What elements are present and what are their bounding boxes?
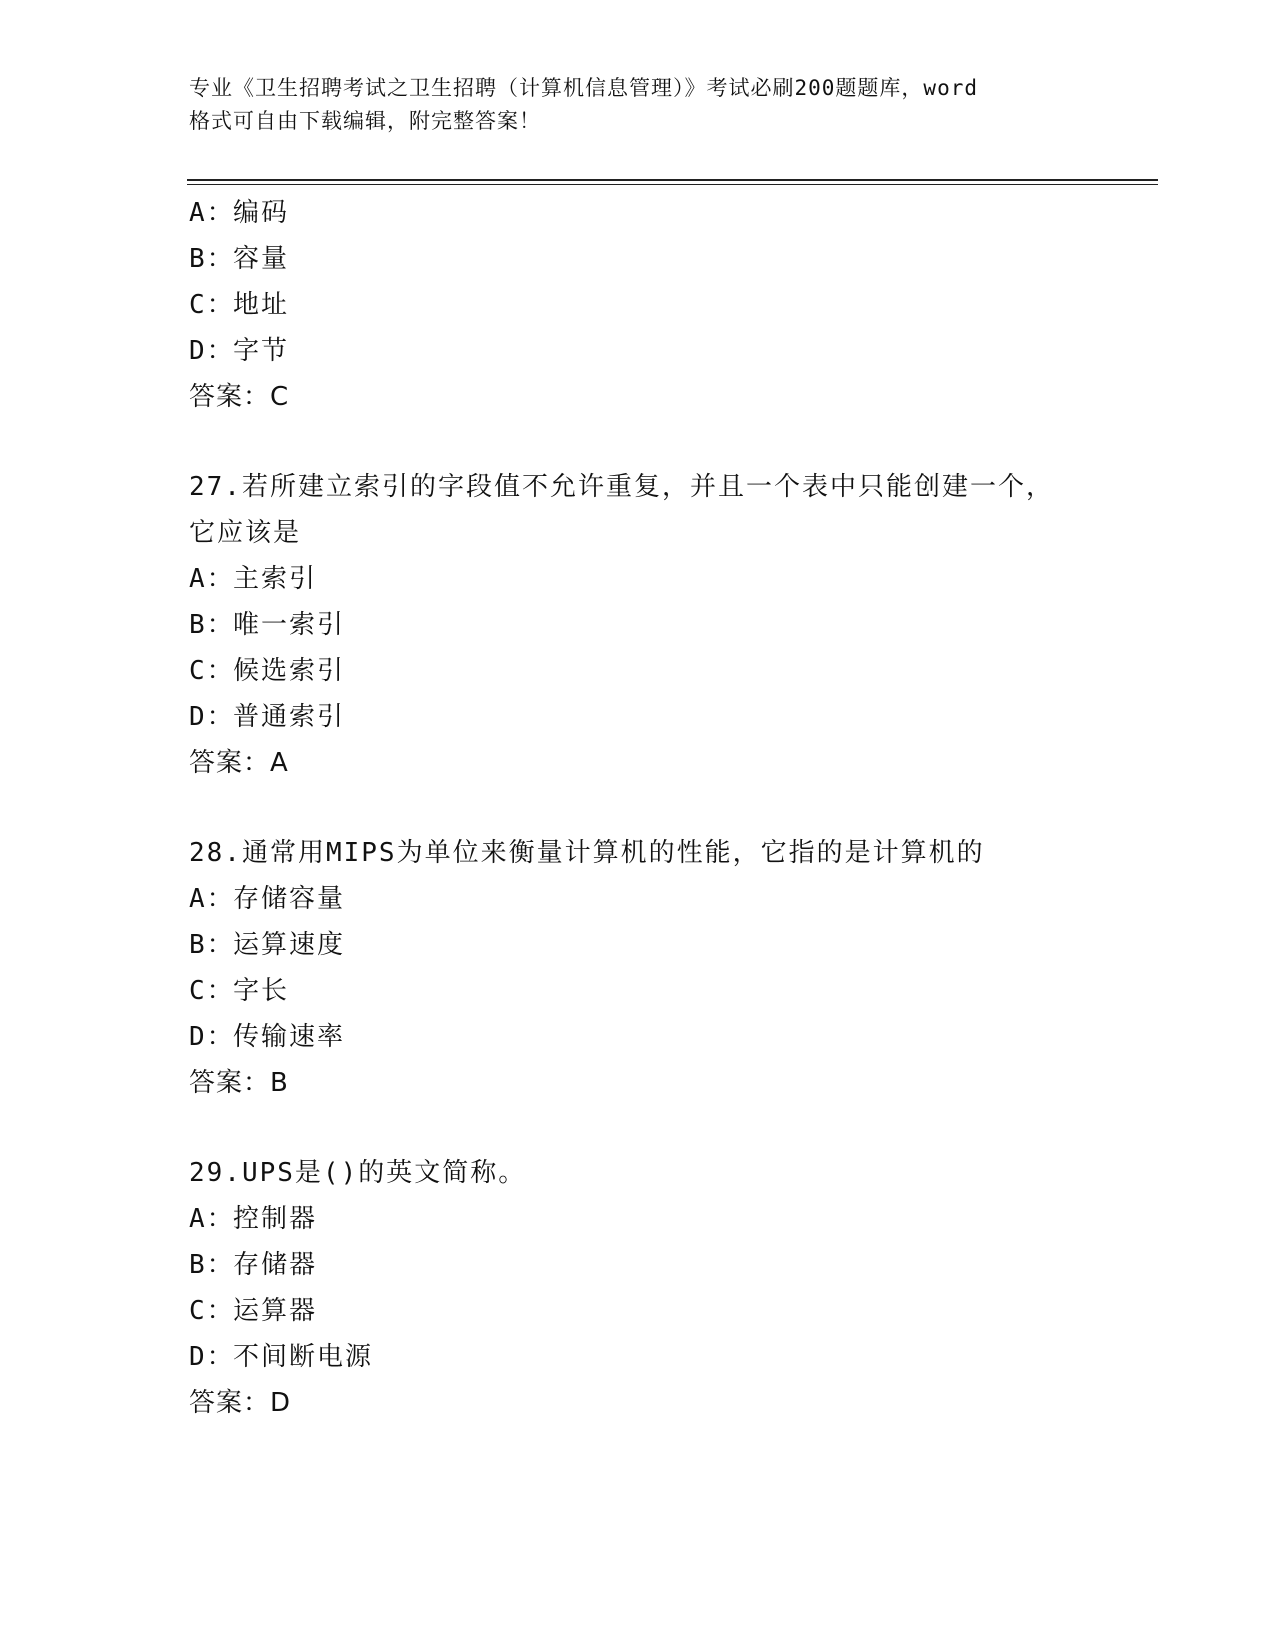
question-27 [189, 464, 1149, 786]
option-text: 唯一索引 [233, 610, 346, 640]
question-list [189, 190, 1149, 1426]
option-b [189, 1242, 1149, 1288]
option-text: 地址 [233, 290, 290, 320]
option-a [189, 1196, 1149, 1242]
option-a [189, 190, 1149, 236]
option-label: A： [189, 884, 235, 914]
option-label: B： [189, 244, 235, 274]
question-text: 28.通常用MIPS为单位来衡量计算机的性能，它指的是计算机的 [189, 838, 985, 868]
option-a [189, 876, 1149, 922]
option-label: D： [189, 702, 235, 732]
option-d [189, 328, 1149, 374]
question-26 [189, 190, 1149, 420]
option-b [189, 602, 1149, 648]
spacer [189, 1106, 1149, 1150]
option-text: 字节 [233, 336, 290, 366]
option-a [189, 556, 1149, 602]
option-text: 普通索引 [233, 702, 346, 732]
option-label: C： [189, 656, 235, 686]
option-label: A： [189, 564, 235, 594]
option-label: A： [189, 198, 235, 228]
option-label: A： [189, 1204, 235, 1234]
question-28 [189, 830, 1149, 1106]
option-text: 容量 [233, 244, 290, 274]
option-text: 候选索引 [233, 656, 346, 686]
option-label: C： [189, 290, 235, 320]
option-text: 存储容量 [233, 884, 346, 914]
option-b [189, 236, 1149, 282]
answer-line: 答案：C [189, 382, 290, 412]
option-text: 运算速度 [233, 930, 346, 960]
option-label: B： [189, 1250, 235, 1280]
option-label: D： [189, 336, 235, 366]
option-text: 存储器 [233, 1250, 318, 1280]
option-b [189, 922, 1149, 968]
option-d [189, 1334, 1149, 1380]
header-line-2: 格式可自由下载编辑，附完整答案！ [189, 109, 541, 133]
answer-line: 答案：B [189, 1068, 289, 1098]
option-label: C： [189, 976, 235, 1006]
option-text: 不间断电源 [233, 1342, 374, 1372]
option-c [189, 1288, 1149, 1334]
document-header [189, 72, 1099, 138]
option-text: 传输速率 [233, 1022, 346, 1052]
option-c [189, 282, 1149, 328]
header-line-1: 专业《卫生招聘考试之卫生招聘（计算机信息管理）》考试必刷200题题库，word [189, 76, 978, 100]
option-text: 运算器 [233, 1296, 318, 1326]
option-label: D： [189, 1342, 235, 1372]
question-29 [189, 1150, 1149, 1426]
question-text: 27.若所建立索引的字段值不允许重复，并且一个表中只能创建一个， [189, 472, 1054, 502]
option-text: 控制器 [233, 1204, 318, 1234]
spacer [189, 420, 1149, 464]
header-divider [187, 179, 1158, 185]
option-d [189, 1014, 1149, 1060]
option-c [189, 648, 1149, 694]
option-label: B： [189, 930, 235, 960]
option-label: C： [189, 1296, 235, 1326]
question-text: 29.UPS是()的英文简称。 [189, 1158, 527, 1188]
question-text-cont: 它应该是 [189, 518, 302, 548]
option-c [189, 968, 1149, 1014]
option-text: 主索引 [233, 564, 318, 594]
answer-line: 答案：A [189, 748, 289, 778]
option-d [189, 694, 1149, 740]
option-label: B： [189, 610, 235, 640]
option-text: 编码 [233, 198, 290, 228]
option-label: D： [189, 1022, 235, 1052]
answer-line: 答案：D [189, 1388, 292, 1418]
option-text: 字长 [233, 976, 290, 1006]
spacer [189, 786, 1149, 830]
